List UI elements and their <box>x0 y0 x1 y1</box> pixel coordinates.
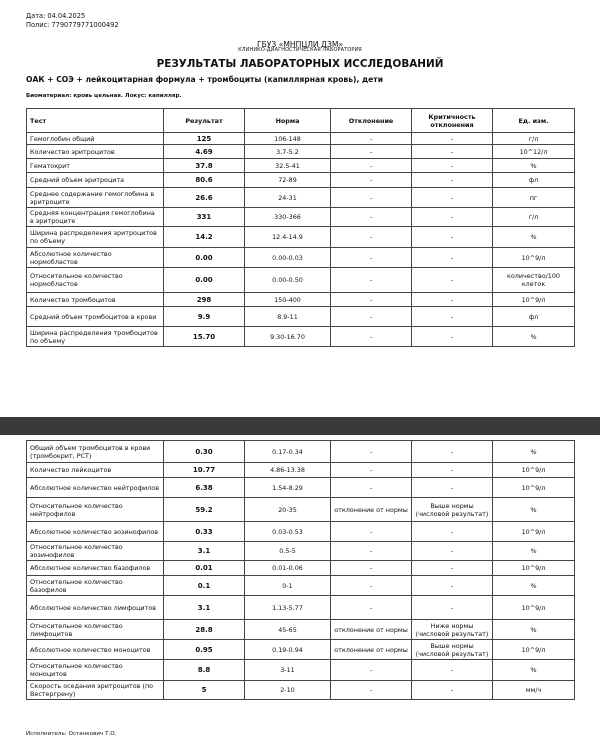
deviation-cell: - <box>331 133 412 145</box>
table-row <box>27 173 575 188</box>
deviation-cell: - <box>331 188 412 208</box>
test-name-cell: Абсолютное количество нейтрофилов <box>27 478 164 498</box>
norm-cell: 0.03-0.53 <box>245 522 331 542</box>
table-header-row <box>27 109 575 133</box>
unit-cell: 10^9/л <box>493 463 575 478</box>
col-test: Тест <box>27 109 164 133</box>
result-cell: 59.2 <box>164 498 245 522</box>
table-row <box>27 463 575 478</box>
result-cell: 80.6 <box>164 173 245 188</box>
unit-cell: % <box>493 441 575 463</box>
result-cell: 331 <box>164 208 245 227</box>
deviation-cell: - <box>331 307 412 327</box>
unit-cell: г/л <box>493 208 575 227</box>
result-cell: 125 <box>164 133 245 145</box>
criticality-cell: - <box>412 542 493 561</box>
deviation-cell: отклонение от нормы <box>331 640 412 660</box>
unit-cell: 10^9/л <box>493 293 575 307</box>
norm-cell: 150-400 <box>245 293 331 307</box>
col-norm: Норма <box>245 109 331 133</box>
unit-cell: фл <box>493 173 575 188</box>
unit-cell: 10^9/л <box>493 596 575 620</box>
criticality-cell: - <box>412 173 493 188</box>
criticality-cell: - <box>412 307 493 327</box>
table-row <box>27 307 575 327</box>
deviation-cell: отклонение от нормы <box>331 620 412 640</box>
deviation-cell: - <box>331 596 412 620</box>
test-name-cell: Абсолютное количество моноцитов <box>27 640 164 660</box>
criticality-cell: - <box>412 441 493 463</box>
test-name-cell: Относительное количество базофилов <box>27 576 164 596</box>
norm-cell: 0.01-0.06 <box>245 561 331 576</box>
deviation-cell: - <box>331 478 412 498</box>
criticality-cell: - <box>412 208 493 227</box>
result-cell: 3.1 <box>164 542 245 561</box>
test-name-cell: Относительное количество нормобластов <box>27 268 164 293</box>
norm-cell: 106-148 <box>245 133 331 145</box>
biomaterial-line: Биоматериал: кровь цельная. Локус: капилляр. <box>26 93 182 99</box>
result-cell: 4.69 <box>164 145 245 159</box>
table-row <box>27 133 575 145</box>
unit-cell: мм/ч <box>493 681 575 700</box>
criticality-cell: - <box>412 188 493 208</box>
norm-cell: 1.13-5.77 <box>245 596 331 620</box>
criticality-cell: - <box>412 576 493 596</box>
table-row <box>27 188 575 208</box>
unit-cell: % <box>493 159 575 173</box>
deviation-cell: - <box>331 268 412 293</box>
result-cell: 14.2 <box>164 227 245 248</box>
test-name-cell: Количество тромбоцитов <box>27 293 164 307</box>
deviation-cell: - <box>331 208 412 227</box>
criticality-cell: Ниже нормы (числовой результат) <box>412 620 493 640</box>
deviation-cell: - <box>331 576 412 596</box>
result-cell: 6.38 <box>164 478 245 498</box>
table-row <box>27 620 575 640</box>
report-date: Дата: 04.04.2025 <box>26 12 86 20</box>
unit-cell: 10^9/л <box>493 561 575 576</box>
result-cell: 0.00 <box>164 268 245 293</box>
unit-cell: % <box>493 576 575 596</box>
executor-line: Исполнитель: Останкович Т.О. <box>26 731 117 737</box>
unit-cell: % <box>493 227 575 248</box>
unit-cell: % <box>493 542 575 561</box>
norm-cell: 0.00-0.03 <box>245 248 331 268</box>
criticality-cell: - <box>412 227 493 248</box>
table-row <box>27 596 575 620</box>
table-row <box>27 478 575 498</box>
norm-cell: 9.30-16.70 <box>245 327 331 347</box>
norm-cell: 72-89 <box>245 173 331 188</box>
table-row <box>27 660 575 681</box>
result-cell: 0.01 <box>164 561 245 576</box>
deviation-cell: отклонение от нормы <box>331 498 412 522</box>
result-cell: 15.70 <box>164 327 245 347</box>
deviation-cell: - <box>331 173 412 188</box>
unit-cell: количество/100 клеток <box>493 268 575 293</box>
results-table-1 <box>26 108 575 347</box>
criticality-cell: - <box>412 681 493 700</box>
unit-cell: г/л <box>493 133 575 145</box>
unit-cell: % <box>493 660 575 681</box>
test-name-cell: Гематокрит <box>27 159 164 173</box>
norm-cell: 1.54-8.29 <box>245 478 331 498</box>
unit-cell: % <box>493 327 575 347</box>
table-row <box>27 293 575 307</box>
norm-cell: 0.00-0.50 <box>245 268 331 293</box>
table-row <box>27 159 575 173</box>
deviation-cell: - <box>331 542 412 561</box>
unit-cell: % <box>493 498 575 522</box>
criticality-cell: - <box>412 596 493 620</box>
result-cell: 0.00 <box>164 248 245 268</box>
norm-cell: 45-65 <box>245 620 331 640</box>
col-result: Результат <box>164 109 245 133</box>
result-cell: 26.6 <box>164 188 245 208</box>
deviation-cell: - <box>331 327 412 347</box>
test-name-cell: Средний объем эритроцита <box>27 173 164 188</box>
criticality-cell: - <box>412 145 493 159</box>
table-row <box>27 441 575 463</box>
results-table-2 <box>26 440 575 700</box>
table-row <box>27 145 575 159</box>
deviation-cell: - <box>331 145 412 159</box>
criticality-cell: Выше нормы (числовой результат) <box>412 498 493 522</box>
deviation-cell: - <box>331 660 412 681</box>
results-body-2 <box>27 441 575 700</box>
unit-cell: 10^12/л <box>493 145 575 159</box>
norm-cell: 0-1 <box>245 576 331 596</box>
report-subtitle: ОАК + СОЭ + лейкоцитарная формула + тромбоциты (капиллярная кровь), дети <box>26 75 384 84</box>
norm-cell: 12.4-14.9 <box>245 227 331 248</box>
norm-cell: 0.5-5 <box>245 542 331 561</box>
deviation-cell: - <box>331 522 412 542</box>
criticality-cell: - <box>412 268 493 293</box>
unit-cell: 10^9/л <box>493 640 575 660</box>
criticality-cell: - <box>412 133 493 145</box>
unit-cell: 10^9/л <box>493 248 575 268</box>
test-name-cell: Относительное количество лимфоцитов <box>27 620 164 640</box>
result-cell: 0.30 <box>164 441 245 463</box>
unit-cell: 10^9/л <box>493 522 575 542</box>
norm-cell: 32.5-41 <box>245 159 331 173</box>
norm-cell: 24-31 <box>245 188 331 208</box>
test-name-cell: Относительное количество эозинофилов <box>27 542 164 561</box>
test-name-cell: Относительное количество нейтрофилов <box>27 498 164 522</box>
deviation-cell: - <box>331 159 412 173</box>
norm-cell: 4.86-13.38 <box>245 463 331 478</box>
result-cell: 9.9 <box>164 307 245 327</box>
results-body-1 <box>27 133 575 347</box>
result-cell: 28.8 <box>164 620 245 640</box>
table-row <box>27 640 575 660</box>
criticality-cell: - <box>412 248 493 268</box>
criticality-cell: - <box>412 478 493 498</box>
deviation-cell: - <box>331 293 412 307</box>
table-row <box>27 208 575 227</box>
norm-cell: 2-10 <box>245 681 331 700</box>
test-name-cell: Количество лейкоцитов <box>27 463 164 478</box>
table-row <box>27 542 575 561</box>
norm-cell: 3.7-5.2 <box>245 145 331 159</box>
norm-cell: 330-366 <box>245 208 331 227</box>
unit-cell: пг <box>493 188 575 208</box>
criticality-cell: - <box>412 660 493 681</box>
table-row <box>27 561 575 576</box>
table-row <box>27 327 575 347</box>
test-name-cell: Относительное количество моноцитов <box>27 660 164 681</box>
patient-meta <box>26 12 119 29</box>
result-cell: 10.77 <box>164 463 245 478</box>
test-name-cell: Абсолютное количество лимфоцитов <box>27 596 164 620</box>
col-unit: Ед. изм. <box>493 109 575 133</box>
norm-cell: 3-11 <box>245 660 331 681</box>
criticality-cell: - <box>412 463 493 478</box>
deviation-cell: - <box>331 441 412 463</box>
test-name-cell: Абсолютное количество эозинофилов <box>27 522 164 542</box>
test-name-cell: Гемоглобин общий <box>27 133 164 145</box>
criticality-cell: - <box>412 159 493 173</box>
table-row <box>27 576 575 596</box>
result-cell: 37.8 <box>164 159 245 173</box>
test-name-cell: Ширина распределения тромбоцитов по объему <box>27 327 164 347</box>
table-row <box>27 227 575 248</box>
test-name-cell: Ширина распределения эритроцитов по объему <box>27 227 164 248</box>
table-row <box>27 681 575 700</box>
test-name-cell: Абсолютное количество базофилов <box>27 561 164 576</box>
criticality-cell: - <box>412 561 493 576</box>
norm-cell: 20-35 <box>245 498 331 522</box>
col-deviation: Отклонение <box>331 109 412 133</box>
policy-number: Полис: 7790779771000492 <box>26 20 119 29</box>
table-row <box>27 248 575 268</box>
org-name: ГБУЗ «МНПЦЛИ ДЗМ» <box>256 40 344 49</box>
unit-cell: фл <box>493 307 575 327</box>
result-cell: 0.1 <box>164 576 245 596</box>
result-cell: 3.1 <box>164 596 245 620</box>
org-subname: КЛИНИКО-ДИАГНОСТИЧЕСКАЯ ЛАБОРАТОРИЯ <box>238 47 362 53</box>
deviation-cell: - <box>331 463 412 478</box>
deviation-cell: - <box>331 681 412 700</box>
norm-cell: 8.9-11 <box>245 307 331 327</box>
criticality-cell: Выше нормы (числовой результат) <box>412 640 493 660</box>
unit-cell: % <box>493 620 575 640</box>
test-name-cell: Скорость оседания эритроцитов (по Вестергрену) <box>27 681 164 700</box>
report-title: РЕЗУЛЬТАТЫ ЛАБОРАТОРНЫХ ИССЛЕДОВАНИЙ <box>156 58 444 70</box>
result-cell: 0.95 <box>164 640 245 660</box>
result-cell: 0.33 <box>164 522 245 542</box>
unit-cell: 10^9/л <box>493 478 575 498</box>
test-name-cell: Общий объем тромбоцитов в крови (тромбокрит, PCT) <box>27 441 164 463</box>
norm-cell: 0.19-0.94 <box>245 640 331 660</box>
page-separator <box>0 417 600 435</box>
test-name-cell: Средняя концентрация гемоглобина в эритроците <box>27 208 164 227</box>
deviation-cell: - <box>331 561 412 576</box>
deviation-cell: - <box>331 248 412 268</box>
criticality-cell: - <box>412 327 493 347</box>
result-cell: 298 <box>164 293 245 307</box>
table-row <box>27 498 575 522</box>
result-cell: 5 <box>164 681 245 700</box>
table-row <box>27 522 575 542</box>
test-name-cell: Среднее содержание гемоглобина в эритроците <box>27 188 164 208</box>
criticality-cell: - <box>412 293 493 307</box>
col-criticality: Критичность отклонения <box>412 109 493 133</box>
table-row <box>27 268 575 293</box>
test-name-cell: Абсолютное количество нормобластов <box>27 248 164 268</box>
deviation-cell: - <box>331 227 412 248</box>
test-name-cell: Количество эритроцитов <box>27 145 164 159</box>
norm-cell: 0.17-0.34 <box>245 441 331 463</box>
criticality-cell: - <box>412 522 493 542</box>
result-cell: 8.8 <box>164 660 245 681</box>
test-name-cell: Средний объем тромбоцитов в крови <box>27 307 164 327</box>
